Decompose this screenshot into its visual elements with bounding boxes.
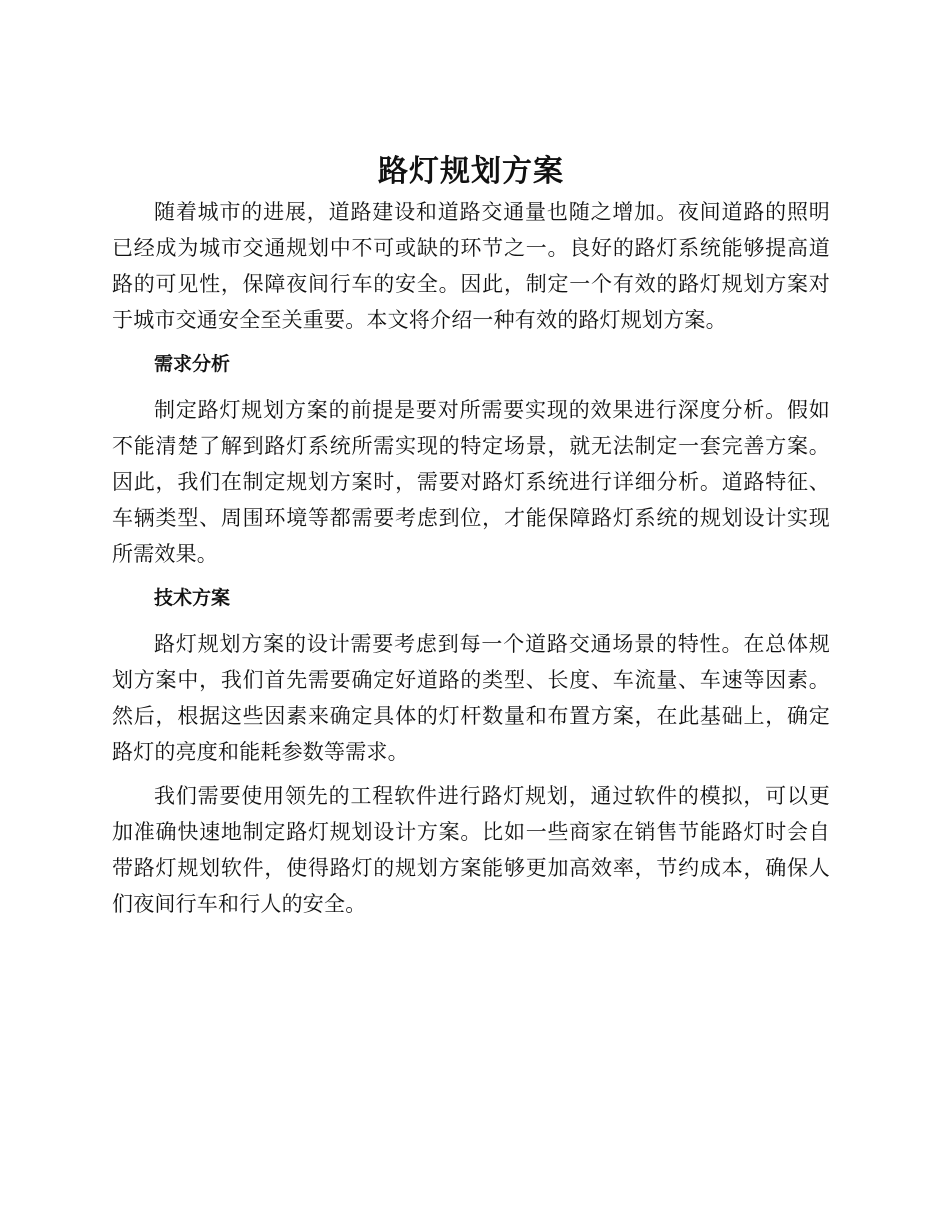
spacer xyxy=(112,616,830,626)
document-title: 路灯规划方案 xyxy=(378,154,564,189)
requirements-paragraph: 制定路灯规划方案的前提是要对所需要实现的效果进行深度分析。假如不能清楚了解到路灯系统所需实现的特定场景，就无法制定一套完善方案。因此，我们在制定规划方案时，需要对路灯系统进行详细分析。道路特征、车辆类型、周围环境等都需要考虑到位，才能保障路灯系统的规划设计实现所需效果。 xyxy=(112,398,830,566)
technical-paragraph-1: 路灯规划方案的设计需要考虑到每一个道路交通场景的特性。在总体规划方案中，我们首先需要确定好道路的类型、长度、车流量、车速等因素。然后，根据这些因素来确定具体的灯杆数量和布置方案，在此基础上，确定路灯的亮度和能耗参数等需求。 xyxy=(112,632,830,764)
spacer xyxy=(112,382,830,392)
section-heading-requirements: 需求分析 xyxy=(154,353,231,375)
technical-paragraph-2: 我们需要使用领先的工程软件进行路灯规划，通过软件的模拟，可以更加准确快速地制定路灯规划设计方案。比如一些商家在销售节能路灯时会自带路灯规划软件，使得路灯的规划方案能够更加高效率，节约成本，确保人们夜间行车和行人的安全。 xyxy=(112,784,830,916)
document-page xyxy=(112,150,830,922)
intro-paragraph: 随着城市的进展，道路建设和道路交通量也随之增加。夜间道路的照明已经成为城市交通规划中不可或缺的环节之一。良好的路灯系统能够提高道路的可见性，保障夜间行车的安全。因此，制定一个有效的路灯规划方案对于城市交通安全至关重要。本文将介绍一种有效的路灯规划方案。 xyxy=(112,200,830,332)
spacer xyxy=(112,770,830,778)
spacer xyxy=(112,338,830,346)
spacer xyxy=(112,572,830,580)
section-heading-technical: 技术方案 xyxy=(154,587,231,609)
